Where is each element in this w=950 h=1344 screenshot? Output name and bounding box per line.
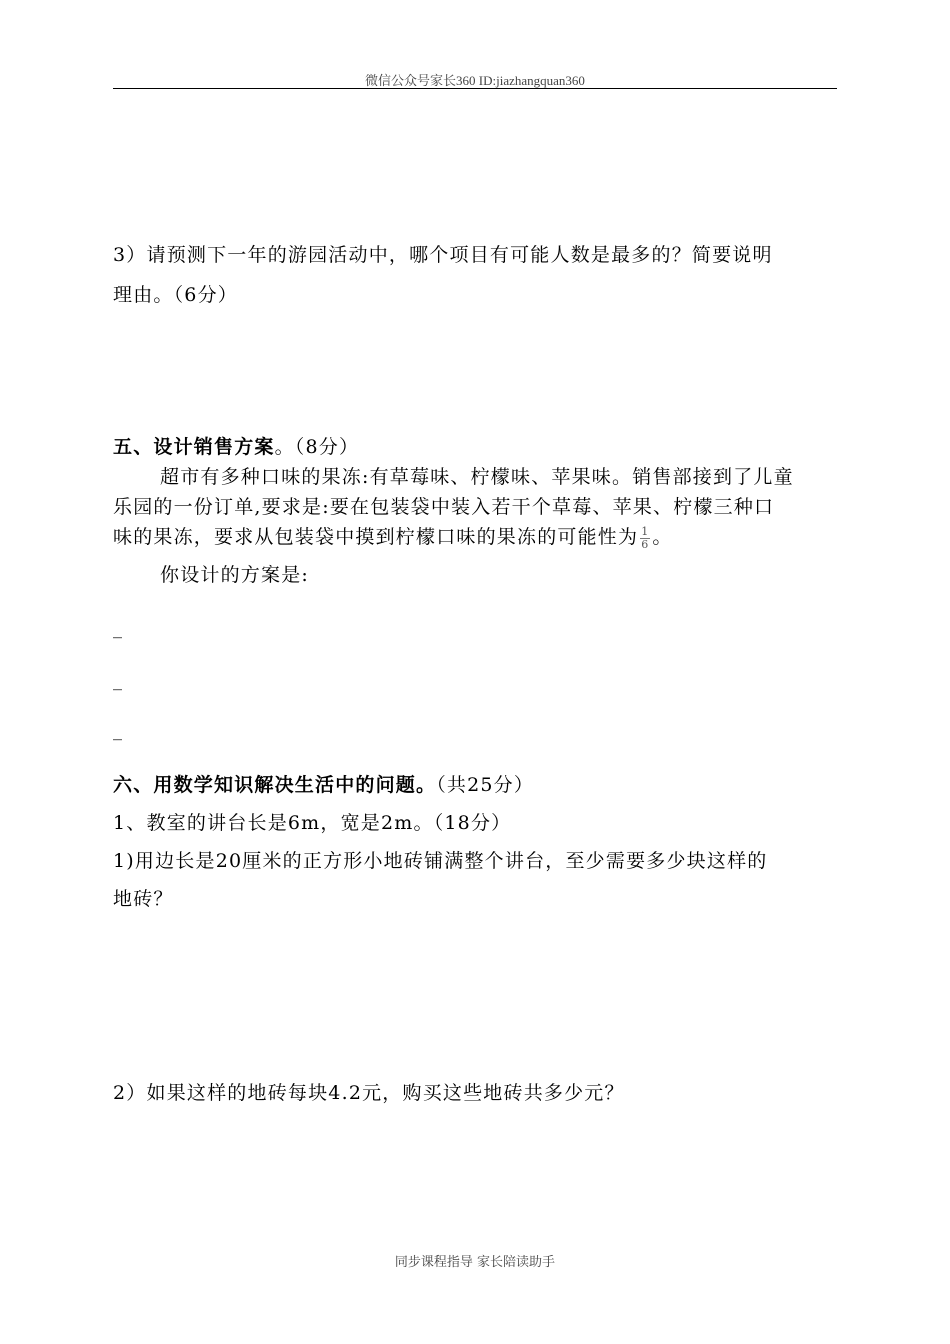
answer-blank-2: _ [113,670,122,691]
question-6-1-part-1-line-1: 1)用边长是20厘米的正方形小地砖铺满整个讲台，至少需要多少块这样的 [113,850,768,872]
answer-blank-3: _ [113,720,122,741]
question-3-line-1: 3）请预测下一年的游园活动中，哪个项目有可能人数是最多的？简要说明 [113,244,773,266]
section-6-heading [113,770,534,797]
question-6-1-part-2: 2）如果这样的地砖每块4.2元，购买这些地砖共多少元？ [113,1082,625,1104]
probability-fraction [640,526,650,551]
section-5-score: 。（8分） [274,436,360,458]
section-6-title: 六、用数学知识解决生活中的问题。 [113,774,437,796]
section-5-line-2: 乐园的一份订单,要求是:要在包装袋中装入若干个草莓、苹果、柠檬三种口 [113,496,775,518]
header-divider [113,88,837,89]
fraction-numerator: 1 [641,524,650,538]
page-footer: 同步课程指导 家长陪读助手 [394,1255,556,1270]
section-6-score: （共25分） [436,774,535,796]
question-6-1: 1、教室的讲台长是6m，宽是2m。（18分） [113,812,512,834]
section-5-heading [113,432,359,459]
design-prompt: 你设计的方案是: [160,564,310,586]
section-5-line-3-text: 味的果冻，要求从包装袋中摸到柠檬口味的果冻的可能性为 [113,526,639,548]
question-6-1-part-1-line-2: 地砖？ [113,888,174,910]
answer-blank-1: _ [113,618,122,639]
section-5-line-3-end: 。 [652,526,673,548]
question-3-line-2: 理由。（6分） [113,284,238,306]
section-5-line-3 [113,522,673,551]
section-5-title: 五、设计销售方案 [113,436,275,458]
page-header: 微信公众号家长360 ID:jiazhangquan360 [365,73,585,88]
section-5-line-1: 超市有多种口味的果冻:有草莓味、柠檬味、苹果味。销售部接到了儿童 [160,466,794,488]
fraction-denominator: 6 [641,537,650,551]
